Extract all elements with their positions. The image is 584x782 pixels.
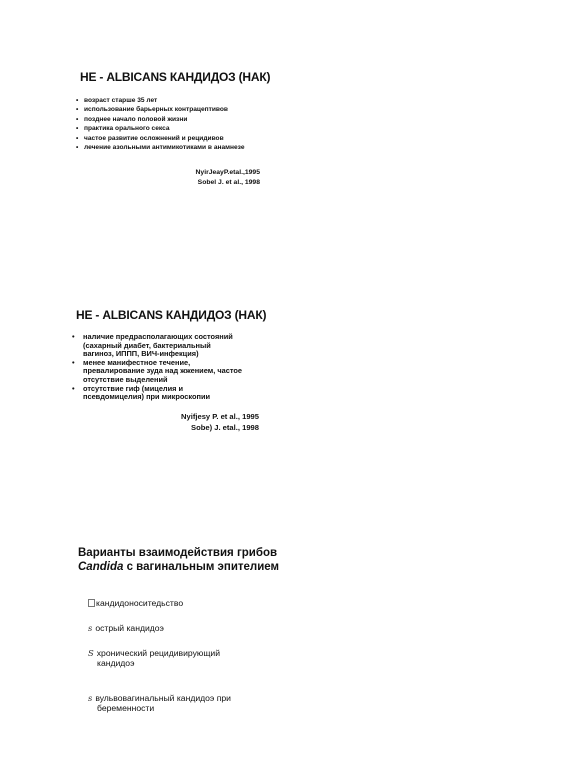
item-text-continuation: беременности [97,703,155,714]
title-italic-word: Candida [78,561,124,573]
reference: Sobe) J. etal., 1998 [191,423,259,432]
item-text: острый кандидоэ [95,623,164,634]
list-item: • практика орального секса [76,124,245,133]
item-text: хронический рецидивирующий [96,647,221,658]
slide-1-references [196,168,261,187]
checkbox-glyph-icon [88,599,95,607]
list-item: • наличие предрасполагающих состояний (сахарный диабет, бактериальный вагиноз, ИППП, ВИЧ-инфекция) [72,333,242,359]
list-item [88,613,231,634]
slide-2-feature-list [72,333,242,402]
item-marker: s [88,623,93,634]
title-line-2 [78,560,279,574]
list-item [88,588,231,609]
list-item [88,683,231,725]
title-line-1: Варианты взаимодействия грибов [78,547,278,559]
item-marker: S [88,647,94,658]
title-line-2-rest: с вагинальным эпителием [123,561,280,573]
slide-1-title: НЕ - ALBICANS КАНДИДОЗ (НАК) [80,70,271,84]
slide-3-variant-list [88,588,231,728]
item-marker: s [88,693,93,704]
list-item [88,637,231,679]
slide-2-title: НЕ - ALBICANS КАНДИДОЗ (НАК) [76,308,267,322]
item-text: вульвовагинальный кандидоэ при [95,693,231,704]
reference: NyirJeayP.etal.,1995 [195,169,260,176]
slide-1-risk-list [76,96,245,152]
list-item: • отсутствие гиф (мицелия и псевдомицелия) при микроскопии [72,385,242,402]
list-item: • менее манифестное течение, превалирование зуда над жжением, частое отсутствие выделений [72,359,242,385]
list-item: • позднее начало половой жизни [76,115,245,124]
reference: Nyifjesy P. et al., 1995 [181,412,259,421]
list-item: • лечение азольными антимикотиками в анамнезе [76,143,245,152]
list-item: • возраст старше 35 лет [76,96,245,105]
list-item: • использование барьерных контрацептивов [76,105,245,114]
item-text: кандидоноситедьство [96,598,184,609]
slide-2-references [181,411,259,433]
list-item: • частое развитие осложнений и рецидивов [76,134,245,143]
reference: Sobel J. et al., 1998 [197,178,260,186]
item-text-continuation: кандидоэ [97,658,135,669]
slide-3-title [78,546,279,574]
